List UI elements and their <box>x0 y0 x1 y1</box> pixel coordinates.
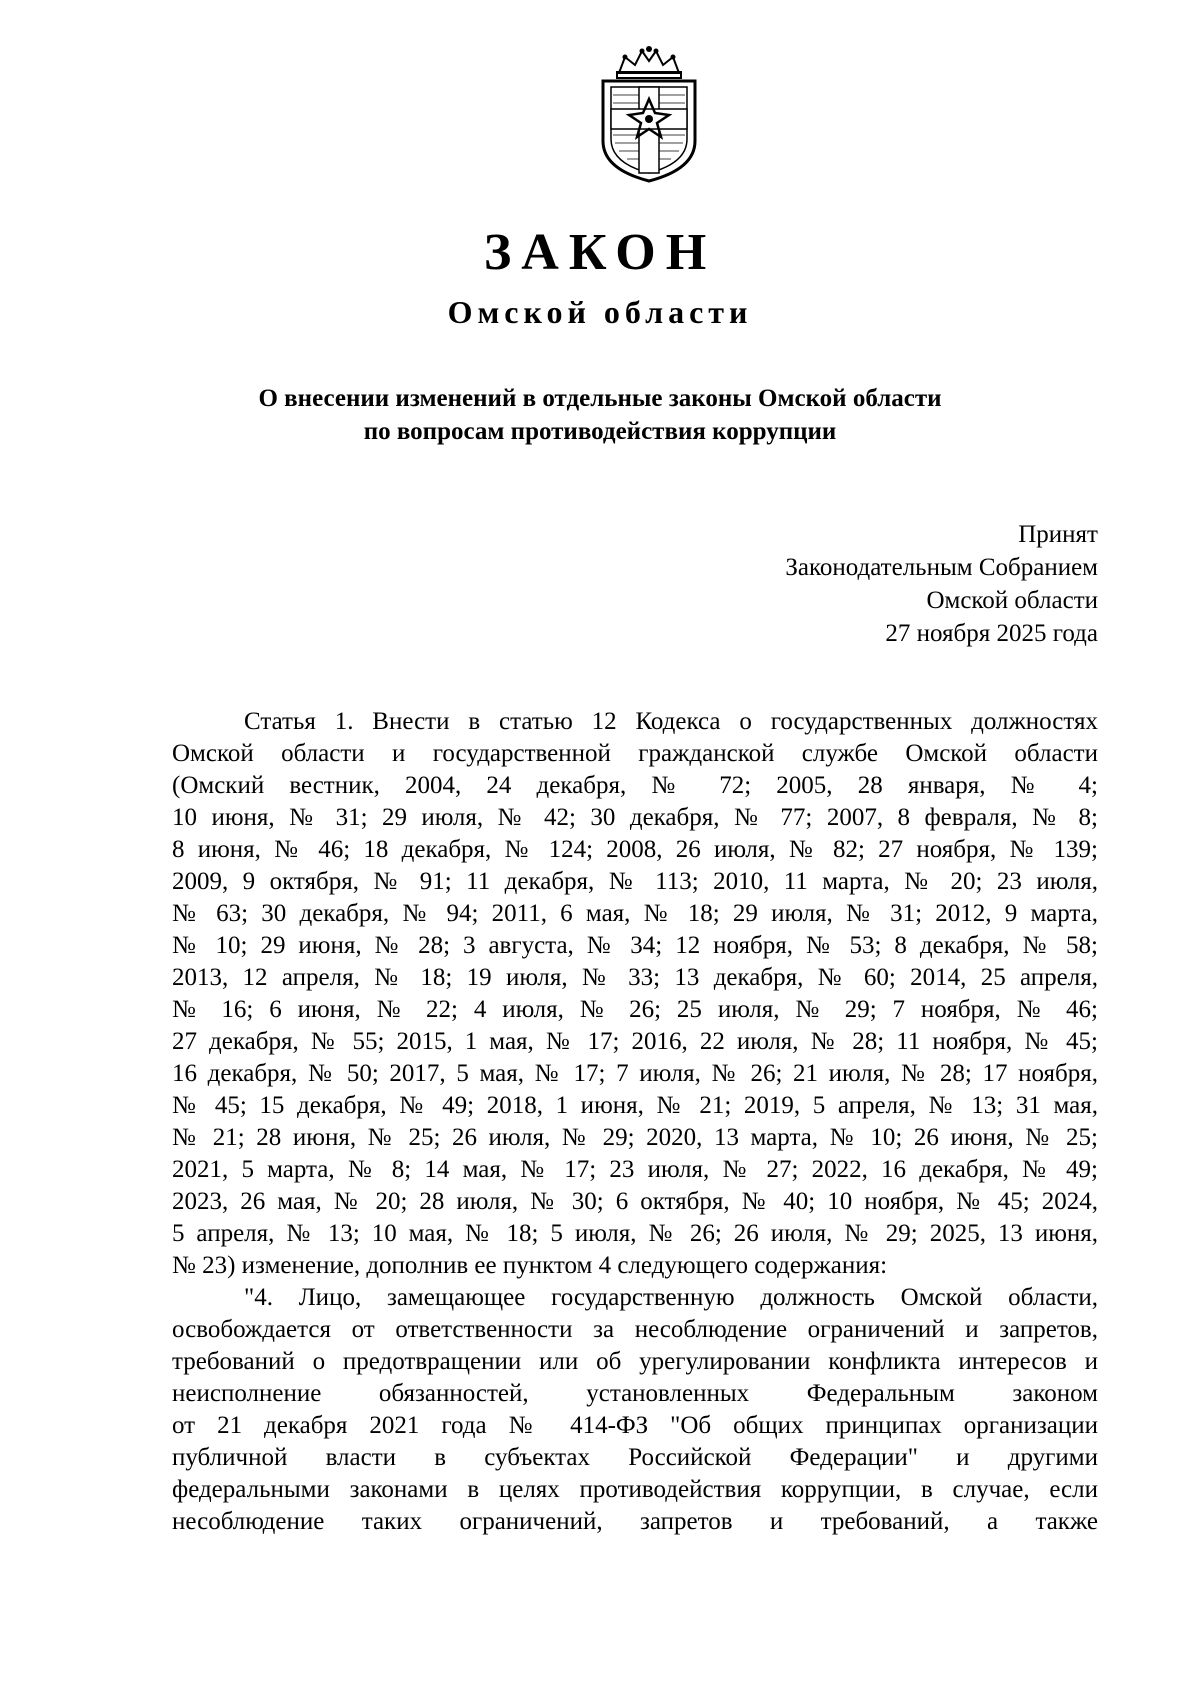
law-heading-line: по вопросам противодействия коррупции <box>363 418 837 445</box>
body-line: № 45; 15 декабря, № 49; 2018, 1 июня, № 21; 2019, 5 апреля, № 13; 31 мая, <box>172 1092 1098 1119</box>
body-line: 2021, 5 марта, № 8; 14 мая, № 17; 23 июля, № 27; 2022, 16 декабря, № 49; <box>172 1156 1098 1183</box>
body-line: 2023, 26 мая, № 20; 28 июля, № 30; 6 октября, № 40; 10 ноября, № 45; 2024, <box>172 1188 1098 1215</box>
adoption-line: Законодательным Собранием <box>785 554 1098 581</box>
adoption-date: 27 ноября 2025 года <box>885 620 1098 647</box>
body-line: публичной власти в субъектах Российской Федерации" и другими <box>172 1444 1098 1471</box>
law-heading-line: О внесении изменений в отдельные законы Омской области <box>258 385 942 412</box>
body-line: № 21; 28 июня, № 25; 26 июля, № 29; 2020, 13 марта, № 10; 26 июня, № 25; <box>172 1124 1098 1151</box>
body-line: требований о предотвращении или об урегулировании конфликта интересов и <box>172 1348 1098 1375</box>
body-line: неисполнение обязанностей, установленных Федеральным законом <box>172 1380 1098 1407</box>
document-subtitle: Омской области <box>447 294 753 330</box>
body-line: 27 декабря, № 55; 2015, 1 мая, № 17; 2016, 22 июля, № 28; 11 ноября, № 45; <box>172 1028 1098 1055</box>
body-line: Статья 1. Внести в статью 12 Кодекса о государственных должностях <box>244 708 1098 735</box>
body-line: № 16; 6 июня, № 22; 4 июля, № 26; 25 июля, № 29; 7 ноября, № 46; <box>172 996 1098 1023</box>
adoption-block <box>785 518 1098 650</box>
document-title: ЗАКОН <box>483 224 717 281</box>
body-line: № 23) изменение, дополнив ее пунктом 4 следующего содержания: <box>172 1252 888 1279</box>
body-line: 5 апреля, № 13; 10 мая, № 18; 5 июля, № 26; 26 июля, № 29; 2025, 13 июня, <box>172 1220 1098 1247</box>
body-line: Омской области и государственной гражданской службе Омской области <box>172 740 1098 767</box>
body-line: № 10; 29 июня, № 28; 3 августа, № 34; 12 ноября, № 53; 8 декабря, № 58; <box>172 932 1098 959</box>
body-line: от 21 декабря 2021 года № 414-ФЗ "Об общих принципах организации <box>172 1412 1098 1439</box>
body-line: № 63; 30 декабря, № 94; 2011, 6 мая, № 18; 29 июля, № 31; 2012, 9 марта, <box>172 900 1098 927</box>
article-body <box>172 706 1098 1538</box>
body-line: федеральными законами в целях противодействия коррупции, в случае, если <box>172 1476 1098 1503</box>
body-line: несоблюдение таких ограничений, запретов и требований, а также <box>172 1508 1098 1535</box>
adoption-line: Омской области <box>926 587 1098 614</box>
body-line: "4. Лицо, замещающее государственную должность Омской области, <box>244 1284 1098 1311</box>
body-line: 2009, 9 октября, № 91; 11 декабря, № 113; 2010, 11 марта, № 20; 23 июля, <box>172 868 1098 895</box>
body-line: (Омский вестник, 2004, 24 декабря, № 72; 2005, 28 января, № 4; <box>172 772 1098 799</box>
body-line: 10 июня, № 31; 29 июля, № 42; 30 декабря, № 77; 2007, 8 февраля, № 8; <box>172 804 1098 831</box>
adoption-line: Принят <box>1018 521 1098 548</box>
body-line: 16 декабря, № 50; 2017, 5 мая, № 17; 7 июля, № 26; 21 июля, № 28; 17 ноября, <box>172 1060 1098 1087</box>
body-line: 8 июня, № 46; 18 декабря, № 124; 2008, 26 июля, № 82; 27 ноября, № 139; <box>172 836 1098 863</box>
body-line: освобождается от ответственности за несоблюдение ограничений и запретов, <box>172 1316 1098 1343</box>
law-heading <box>150 382 1050 448</box>
omsk-coat-of-arms-icon <box>589 45 709 185</box>
body-line: 2013, 12 апреля, № 18; 19 июля, № 33; 13 декабря, № 60; 2014, 25 апреля, <box>172 964 1098 991</box>
